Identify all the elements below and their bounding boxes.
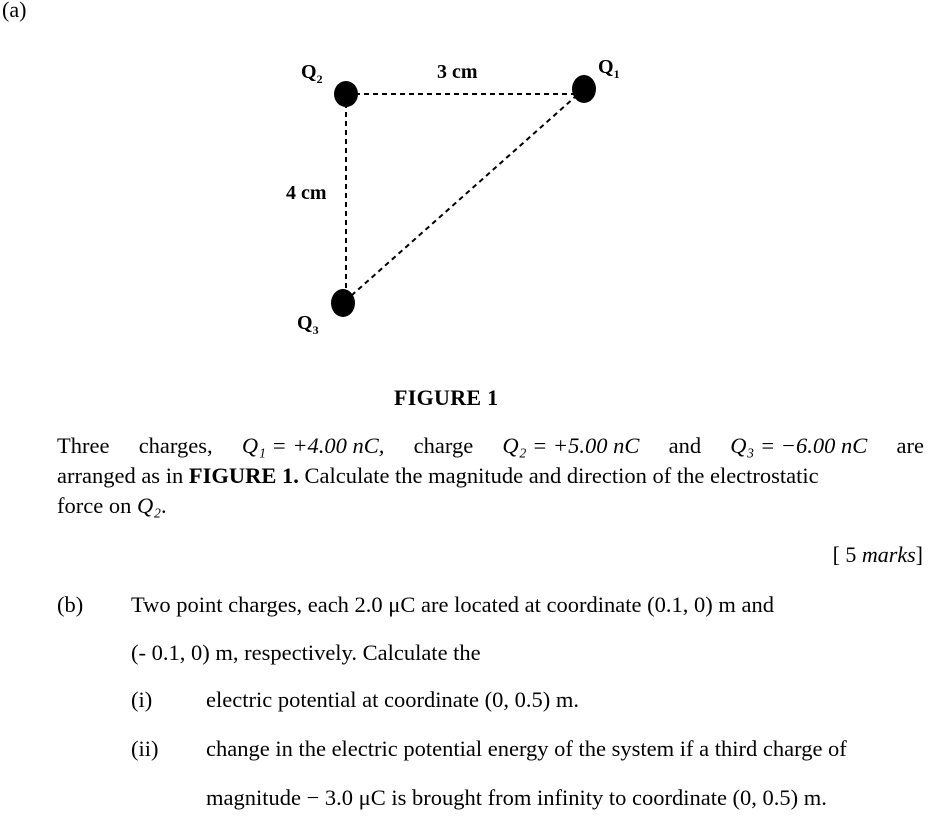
- sub-i-label: (i): [131, 687, 153, 712]
- question-a-line-3: force on Q₂.: [57, 493, 167, 518]
- word-and: and: [668, 433, 702, 458]
- q1-label: $Q_1$: [598, 56, 620, 81]
- figure-reference: FIGURE 1.: [188, 463, 299, 488]
- question-a-line-1: [57, 431, 924, 461]
- figure-1-diagram: [0, 0, 941, 380]
- part-b-intro-line-1: Two point charges, each 2.0 μC are located at coordinate (0.1, 0) m and: [131, 592, 774, 617]
- sub-ii-text-line-2: magnitude − 3.0 μC is brought from infinity to coordinate (0, 0.5) m.: [206, 785, 827, 810]
- figure-caption: FIGURE 1: [394, 385, 499, 410]
- part-b-label: (b): [57, 592, 84, 617]
- question-a-paragraph: [57, 431, 924, 521]
- word-charge: charge: [413, 433, 474, 458]
- dashed-line-q1-q3: [343, 89, 584, 303]
- equation-q1: Q₁ = +4.00 nC,: [241, 433, 385, 458]
- equation-q3: Q₃ = −6.00 nC: [730, 433, 868, 458]
- q3-label: $Q_3$: [297, 312, 319, 337]
- word-three: Three: [57, 433, 110, 458]
- question-a-line-2: arranged as in FIGURE 1. Calculate the magnitude and direction of the electrostatic: [57, 463, 819, 488]
- top-distance-label: 3 cm: [437, 61, 478, 83]
- part-b-intro-line-2: (- 0.1, 0) m, respectively. Calculate the: [131, 640, 481, 665]
- word-charges: charges,: [138, 433, 213, 458]
- sub-ii-text-line-1: change in the electric potential energy of the system if a third charge of: [206, 736, 847, 761]
- charge-q2-dot: [334, 81, 358, 107]
- left-distance-label: 4 cm: [286, 182, 327, 204]
- part-a-label: (a): [2, 0, 27, 22]
- marks-allocation: [ 5 marks]: [832, 542, 923, 567]
- charge-q3-dot: [331, 289, 355, 317]
- sub-i-text: electric potential at coordinate (0, 0.5) m.: [206, 687, 579, 712]
- word-are: are: [896, 433, 924, 458]
- sub-ii-label: (ii): [131, 736, 159, 761]
- equation-q2: Q₂ = +5.00 nC: [502, 433, 640, 458]
- q2-label: $Q_2$: [301, 61, 323, 86]
- charge-q1-dot: [572, 75, 596, 103]
